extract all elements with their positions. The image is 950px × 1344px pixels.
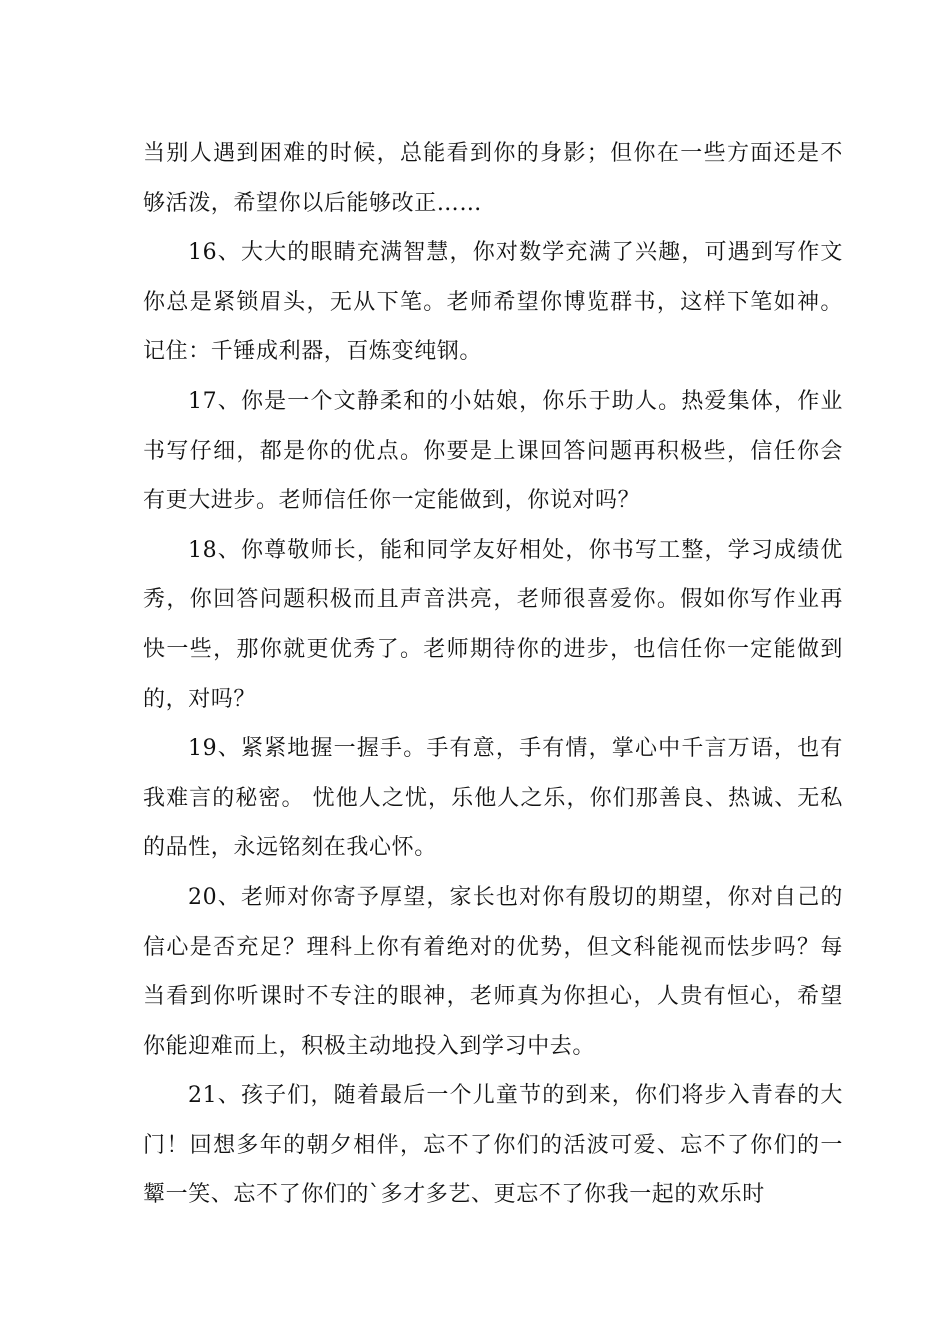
paragraph-comment-20: 20、老师对你寄予厚望，家长也对你有殷切的期望，你对自己的信心是否充足？理科上你有着绝对的优势，但文科能视而怯步吗？每当看到你听课时不专注的眼神，老师真为你担心，人贵有恒心，希望你能迎难而上，积极主动地投入到学习中去。 [143,884,843,1059]
paragraph-comment-21: 21、孩子们，随着最后一个儿童节的到来，你们将步入青春的大门！回想多年的朝夕相伴，忘不了你们的活波可爱、忘不了你们的一颦一笑、忘不了你们的`多才多艺、更忘不了你我一起的欢乐时 [143,1083,843,1208]
document-body [143,129,843,1220]
paragraph-continuation: 当别人遇到困难的时候，总能看到你的身影；但你在一些方面还是不够活泼，希望你以后能够改正…… [143,141,843,216]
paragraph-comment-16: 16、大大的眼睛充满智慧，你对数学充满了兴趣，可遇到写作文你总是紧锁眉头，无从下笔。老师希望你博览群书，这样下笔如神。记住：千锤成利器，百炼变纯钢。 [143,240,843,365]
paragraph-comment-18: 18、你尊敬师长，能和同学友好相处，你书写工整，学习成绩优秀，你回答问题积极而且声音洪亮，老师很喜爱你。假如你写作业再快一些，那你就更优秀了。老师期待你的进步，也信任你一定能做到的，对吗？ [143,537,843,712]
paragraph-comment-19: 19、紧紧地握一握手。手有意，手有情，掌心中千言万语，也有我难言的秘密。 忧他人之忧，乐他人之乐，你们那善良、热诚、无私的品性，永远铭刻在我心怀。 [143,736,843,861]
paragraph-comment-17: 17、你是一个文静柔和的小姑娘，你乐于助人。热爱集体，作业书写仔细，都是你的优点。你要是上课回答问题再积极些，信任你会有更大进步。老师信任你一定能做到，你说对吗？ [143,388,843,514]
